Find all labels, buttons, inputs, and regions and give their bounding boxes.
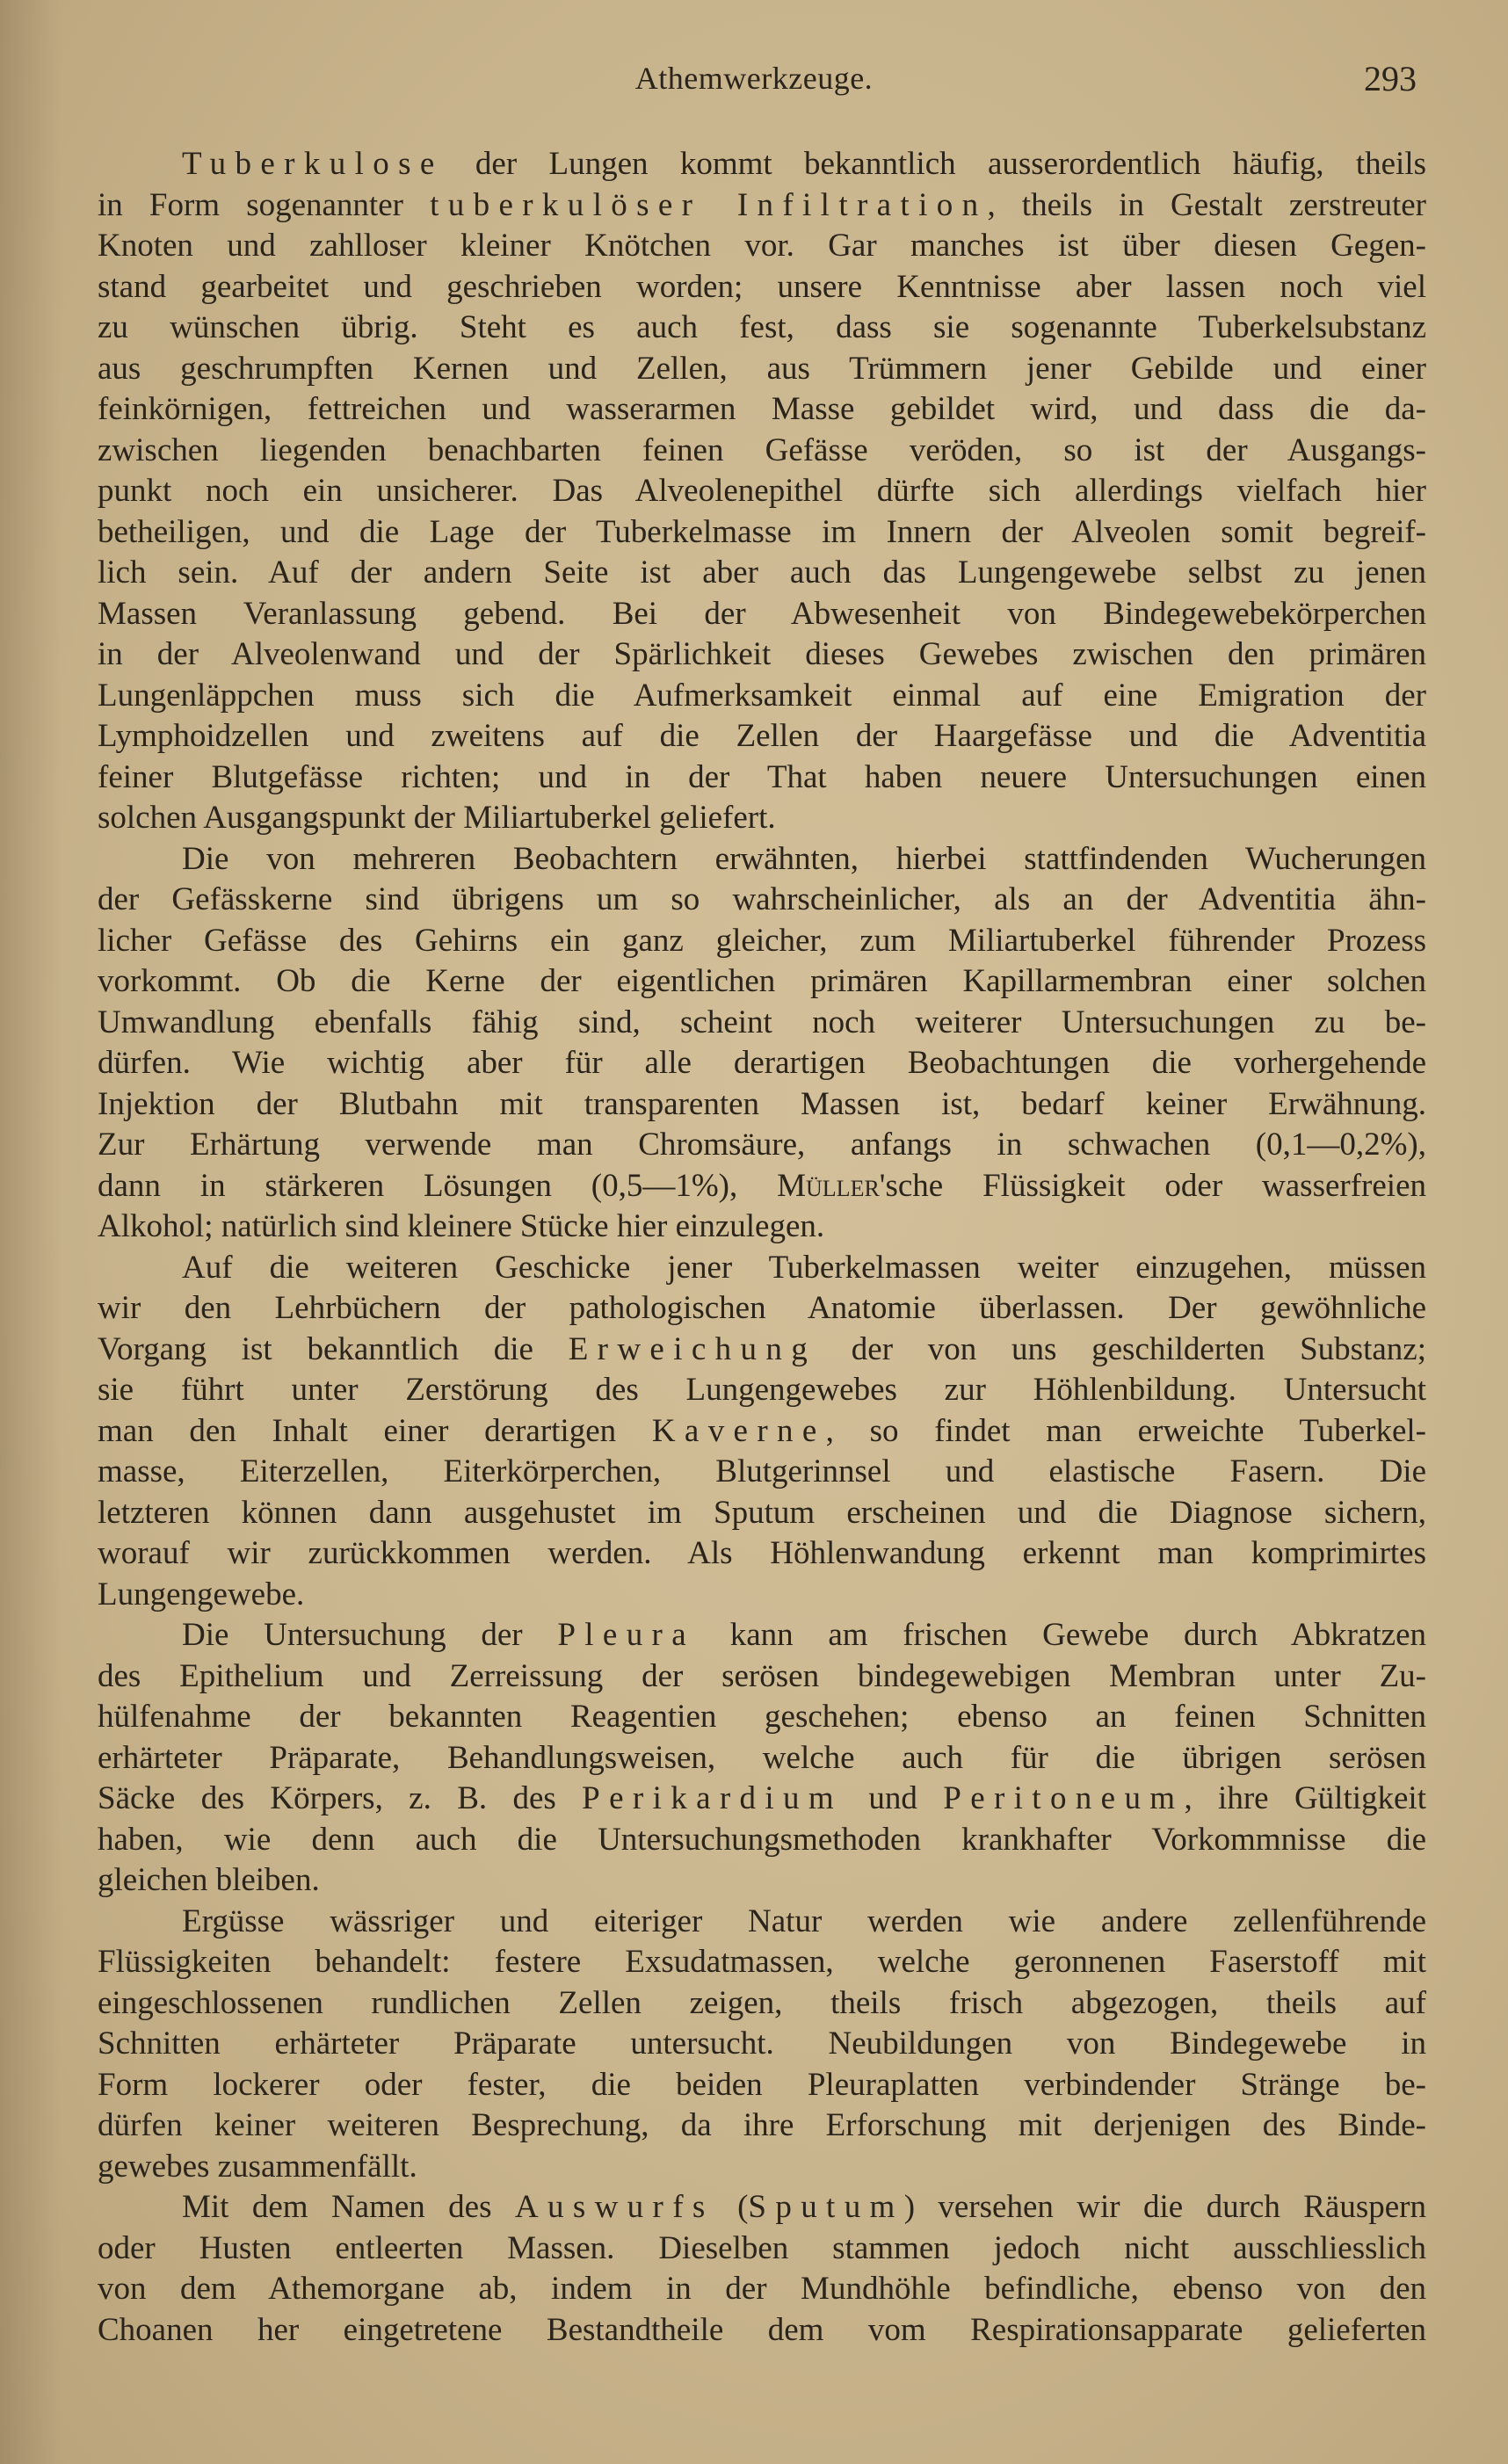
text-line: [98, 716, 1426, 757]
text-line: [98, 798, 1426, 839]
text-segment: licher Gefässe des Gehirns ein ganz gleicher, zum Miliartuberkel führender Prozess: [98, 922, 1426, 959]
text-line: [98, 553, 1426, 594]
text-line: [98, 1370, 1426, 1411]
text-segment: von dem Athemorgane ab, indem in der Mundhöhle befindliche, ebenso von den: [98, 2271, 1426, 2307]
text-line: [98, 2105, 1426, 2147]
text-line: [98, 185, 1426, 227]
text-segment: Ergüsse wässriger und eiteriger Natur werden wie andere zellenführende: [182, 1902, 1426, 1939]
running-title: Athemwerkzeuge.: [634, 61, 874, 96]
text-segment: Lungenläppchen muss sich die Aufmerksamkeit einmal auf eine Emigration der: [98, 677, 1426, 714]
small-caps-name: Müller: [777, 1167, 880, 1204]
text-segment: Injektion der Blutbahn mit transparenten Massen ist, bedarf keiner Erwähnung.: [98, 1085, 1426, 1122]
text-line: [98, 594, 1426, 635]
text-segment: sie führt unter Zerstörung des Lungengewebes zur Höhlenbildung. Untersucht: [98, 1372, 1426, 1408]
text-line: [98, 921, 1426, 962]
text-line: [98, 267, 1426, 308]
text-line: [98, 676, 1426, 717]
text-line: [98, 512, 1426, 554]
text-line: [98, 1575, 1426, 1616]
text-line: [98, 1615, 1426, 1656]
text-line: [98, 1288, 1426, 1330]
text-line: [98, 634, 1426, 676]
text-segment: gleichen bleiben.: [98, 1862, 320, 1898]
text-line: [98, 839, 1426, 881]
text-segment: ) versehen wir die durch Räuspern: [903, 2189, 1426, 2225]
text-segment: masse, Eiterzellen, Eiterkörperchen, Blutgerinnsel und elastische Fasern. Die: [98, 1453, 1426, 1489]
text-line: [98, 1493, 1426, 1534]
text-segment: man den Inhalt einer derartigen: [98, 1412, 652, 1449]
text-line: [98, 1043, 1426, 1084]
text-segment: letzteren können dann ausgehustet im Sputum erscheinen und die Diagnose sichern,: [98, 1494, 1426, 1531]
text-line: [98, 880, 1426, 921]
text-segment: betheiligen, und die Lage der Tuberkelmasse im Innern der Alveolen somit begreif-: [98, 513, 1426, 550]
text-line: [98, 1125, 1426, 1166]
text-line: [98, 2228, 1426, 2270]
text-line: [98, 1983, 1426, 2025]
text-segment: Auf die weiteren Geschicke jener Tuberkelmassen weiter einzugehen, müssen: [182, 1249, 1426, 1286]
text-segment: haben, wie denn auch die Untersuchungsmethoden krankhafter Vorkommnisse die: [98, 1821, 1426, 1858]
spaced-emphasis: Peritoneum: [943, 1780, 1185, 1816]
text-segment: , ihre Gültigkeit: [1184, 1780, 1426, 1816]
text-segment: erhärteter Präparate, Behandlungsweisen, welche auch für die übrigen serösen: [98, 1739, 1426, 1776]
page-edge-shadow: [0, 0, 62, 2464]
text-line: [98, 144, 1426, 185]
text-segment: hülfenahme der bekannten Reagentien geschehen; ebenso an feinen Schnitten: [98, 1699, 1426, 1735]
text-line: [98, 1084, 1426, 1126]
text-line: [98, 1330, 1426, 1371]
text-segment: Schnitten erhärteter Präparate untersucht. Neubildungen von Bindegewebe in: [98, 2026, 1426, 2062]
text-line: [98, 2147, 1426, 2188]
spaced-emphasis: Tuberkulose: [182, 146, 444, 182]
text-segment: zu wünschen übrig. Steht es auch fest, dass sie sogenannte Tuberkelsubstanz: [98, 309, 1426, 345]
text-line: [98, 1656, 1426, 1698]
body-text: [98, 144, 1426, 2351]
text-segment: zwischen liegenden benachbarten feinen Gefässe veröden, so ist der Ausgangs-: [98, 431, 1426, 468]
spaced-emphasis: Auswurfs: [514, 2189, 714, 2225]
text-line: [98, 1738, 1426, 1779]
spaced-emphasis: Pleura: [557, 1617, 696, 1653]
text-line: [98, 308, 1426, 349]
text-line: [98, 349, 1426, 390]
spaced-emphasis: Erweichung: [568, 1330, 817, 1367]
text-line: [98, 961, 1426, 1003]
text-line: [98, 1533, 1426, 1575]
text-segment: Die Untersuchung der: [182, 1617, 558, 1653]
text-segment: in Form sogenannter: [98, 186, 431, 223]
text-line: [98, 1411, 1426, 1453]
text-line: [98, 1820, 1426, 1861]
text-segment: dann in stärkeren Lösungen (0,5—1%),: [98, 1167, 778, 1204]
text-segment: Choanen her eingetretene Bestandtheile dem vom Respirationsapparate gelieferten: [98, 2311, 1426, 2348]
text-segment: dürfen keiner weiteren Besprechung, da ihre Erforschung mit derjenigen des Binde-: [98, 2107, 1426, 2143]
text-segment: in der Alveolenwand und der Spärlichkeit dieses Gewebes zwischen den primären: [98, 636, 1426, 672]
text-segment: gewebes zusammenfällt.: [98, 2148, 417, 2185]
text-segment: des Epithelium und Zerreissung der serösen bindegewebigen Membran unter Zu-: [98, 1657, 1426, 1694]
text-segment: Mit dem Namen des: [182, 2189, 515, 2225]
text-line: [98, 1207, 1426, 1248]
text-segment: feiner Blutgefässe richten; und in der That haben neuere Untersuchungen einen: [98, 758, 1426, 795]
text-line: [98, 2065, 1426, 2106]
text-segment: 'sche Flüssigkeit oder wasserfreien: [879, 1167, 1426, 1204]
text-line: [98, 757, 1426, 799]
text-segment: Die von mehreren Beobachtern erwähnten, hierbei stattfindenden Wucherungen: [182, 840, 1426, 877]
text-segment: oder Husten entleerten Massen. Dieselben stammen jedoch nicht ausschliesslich: [98, 2229, 1426, 2266]
text-segment: Form lockerer oder fester, die beiden Pleuraplatten verbindender Stränge be-: [98, 2066, 1426, 2103]
text-line: [98, 2310, 1426, 2352]
text-segment: der Gefässkerne sind übrigens um so wahrscheinlicher, als an der Adventitia ähn-: [98, 881, 1426, 917]
text-segment: und: [843, 1780, 944, 1816]
text-line: [98, 389, 1426, 431]
text-line: [98, 1942, 1426, 1983]
text-line: [98, 2269, 1426, 2310]
text-line: [98, 1452, 1426, 1493]
text-segment: Flüssigkeiten behandelt: festere Exsudatmassen, welche geronnenen Faserstoff mit: [98, 1944, 1426, 1980]
text-segment: Zur Erhärtung verwende man Chromsäure, anfangs in schwachen (0,1—0,2%),: [98, 1127, 1426, 1163]
text-line: [98, 2187, 1426, 2228]
text-line: [98, 471, 1426, 512]
text-segment: Knoten und zahlloser kleiner Knötchen vor. Gar manches ist über diesen Gegen-: [98, 228, 1426, 264]
spaced-emphasis: Sputum: [748, 2189, 904, 2225]
text-segment: lich sein. Auf der andern Seite ist aber auch das Lungengewebe selbst zu jenen: [98, 554, 1426, 591]
spaced-emphasis: Kaverne: [651, 1412, 826, 1449]
text-segment: dürfen. Wie wichtig aber für alle derartigen Beobachtungen die vorhergehende: [98, 1045, 1426, 1081]
text-segment: worauf wir zurückkommen werden. Als Höhlenwandung erkennt man komprimirtes: [98, 1535, 1426, 1571]
text-line: [98, 1902, 1426, 1943]
text-line: [98, 431, 1426, 472]
text-line: [98, 1697, 1426, 1738]
text-segment: feinkörnigen, fettreichen und wasserarmen Masse gebildet wird, und dass die da-: [98, 391, 1426, 427]
text-segment: aus geschrumpften Kernen und Zellen, aus Trümmern jener Gebilde und einer: [98, 350, 1426, 387]
text-segment: der von uns geschilderten Substanz;: [816, 1330, 1426, 1367]
text-segment: Lymphoidzellen und zweitens auf die Zellen der Haargefässe und die Adventitia: [98, 718, 1426, 754]
text-line: [98, 1166, 1426, 1207]
text-segment: kann am frischen Gewebe durch Abkratzen: [695, 1617, 1426, 1653]
text-line: [98, 1779, 1426, 1820]
text-line: [98, 1860, 1426, 1902]
text-segment: Lungengewebe.: [98, 1576, 305, 1612]
text-segment: solchen Ausgangspunkt der Miliartuberkel geliefert.: [98, 800, 776, 836]
text-segment: , theils in Gestalt zerstreuter: [987, 186, 1427, 223]
text-line: [98, 1003, 1426, 1044]
text-segment: eingeschlossenen rundlichen Zellen zeigen, theils frisch abgezogen, theils auf: [98, 1984, 1426, 2021]
text-segment: Umwandlung ebenfalls fähig sind, scheint noch weiterer Untersuchungen zu be-: [98, 1004, 1426, 1040]
text-segment: wir den Lehrbüchern der pathologischen Anatomie überlassen. Der gewöhnliche: [98, 1290, 1426, 1326]
text-segment: Alkohol; natürlich sind kleinere Stücke hier einzulegen.: [98, 1208, 825, 1244]
text-segment: Massen Veranlassung gebend. Bei der Abwesenheit von Bindegewebekörperchen: [98, 595, 1426, 632]
text-segment: stand gearbeitet und geschrieben worden; unsere Kenntnisse aber lassen noch viel: [98, 268, 1426, 305]
page-number: 293: [1364, 59, 1417, 98]
text-line: [98, 1248, 1426, 1289]
text-segment: (: [714, 2189, 749, 2225]
text-segment: , so findet man erweichte Tuberkel-: [825, 1412, 1426, 1449]
spaced-emphasis: tuberkulöser Infiltration: [430, 186, 988, 223]
text-line: [98, 2024, 1426, 2065]
text-segment: punkt noch ein unsicherer. Das Alveolenepithel dürfte sich allerdings vielfach hier: [98, 473, 1426, 509]
text-segment: der Lungen kommt bekanntlich ausserordentlich häufig, theils: [443, 146, 1426, 182]
text-segment: Säcke des Körpers, z. B. des: [98, 1780, 583, 1816]
spaced-emphasis: Perikardium: [582, 1780, 844, 1816]
text-segment: Vorgang ist bekanntlich die: [98, 1330, 569, 1367]
text-line: [98, 226, 1426, 267]
text-segment: vorkommt. Ob die Kerne der eigentlichen primären Kapillarmembran einer solchen: [98, 963, 1426, 999]
